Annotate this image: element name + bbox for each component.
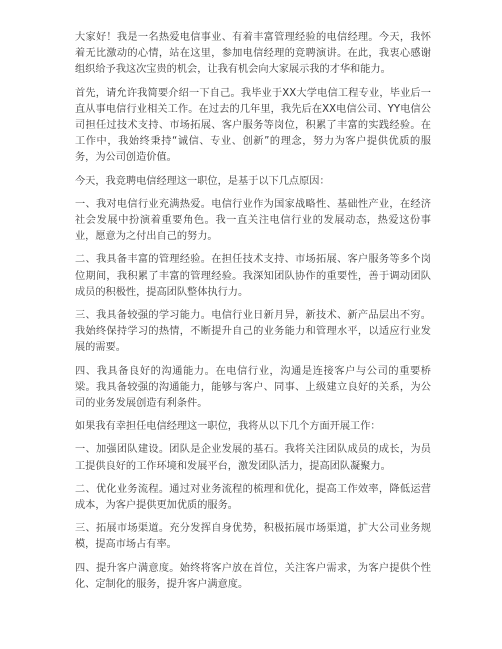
paragraph-reasons-intro: 今天，我竞聘电信经理这一职位，是基于以下几点原因： — [75, 175, 330, 187]
paragraph-reason-3: 三、我具备较强的学习能力。电信行业日新月异，新技术、新产品层出不穷。我始终保持学习的热情，不断提升自己的业务能力和管理水平，以适应行业发展的需要。 — [75, 310, 431, 354]
paragraph-plan-1: 一、加强团队建设。团队是企业发展的基石。我将关注团队成员的成长，为员工提供良好的工作环境和发展平台，激发团队活力，提高团队凝聚力。 — [75, 444, 431, 472]
document-body — [75, 30, 431, 600]
paragraph-reason-2: 二、我具备丰富的管理经验。在担任技术支持、市场拓展、客户服务等多个岗位期间，我积累了丰富的管理经验。我深知团队协作的重要性，善于调动团队成员的积极性，提高团队整体执行力。 — [75, 254, 431, 298]
paragraph-reason-1: 一、我对电信行业充满热爱。电信行业作为国家战略性、基础性产业，在经济社会发展中扮演着重要角色。我一直关注电信行业的发展动态，热爱这份事业，愿意为之付出自己的努力。 — [75, 198, 431, 243]
paragraph-plan-3: 三、拓展市场渠道。充分发挥自身优势，积极拓展市场渠道，扩大公司业务规模，提高市场占有率。 — [75, 523, 431, 551]
paragraph-self-introduction: 首先，请允许我简要介绍一下自己。我毕业于XX大学电信工程专业，毕业后一直从事电信行业相关工作。在过去的几年里，我先后在XX电信公司、YY电信公司担任过技术支持、市场拓展、客户服务等岗位，积累了丰富的实践经验。在工作中，我始终秉持“诚信、专业、创新”的理念，努力为客户提供优质的服务，为公司创造价值。 — [75, 87, 431, 164]
paragraph-greeting: 大家好！我是一名热爱电信事业、有着丰富管理经验的电信经理。今天，我怀着无比激动的心情，站在这里，参加电信经理的竞聘演讲。在此，我衷心感谢组织给予我这次宝贵的机会，让我有机会向大家展示我的才华和能力。 — [75, 32, 431, 76]
paragraph-plan-4: 四、提升客户满意度。始终将客户放在首位，关注客户需求，为客户提供个性化、定制化的服务，提升客户满意度。 — [75, 562, 431, 590]
paragraph-plan-intro: 如果我有幸担任电信经理这一职位，我将从以下几个方面开展工作： — [75, 421, 381, 433]
paragraph-reason-4: 四、我具备良好的沟通能力。在电信行业，沟通是连接客户与公司的重要桥梁。我具备较强的沟通能力，能够与客户、同事、上级建立良好的关系，为公司的业务发展创造有利条件。 — [75, 365, 431, 410]
paragraph-plan-2: 二、优化业务流程。通过对业务流程的梳理和优化，提高工作效率，降低运营成本，为客户提供更加优质的服务。 — [75, 483, 431, 512]
